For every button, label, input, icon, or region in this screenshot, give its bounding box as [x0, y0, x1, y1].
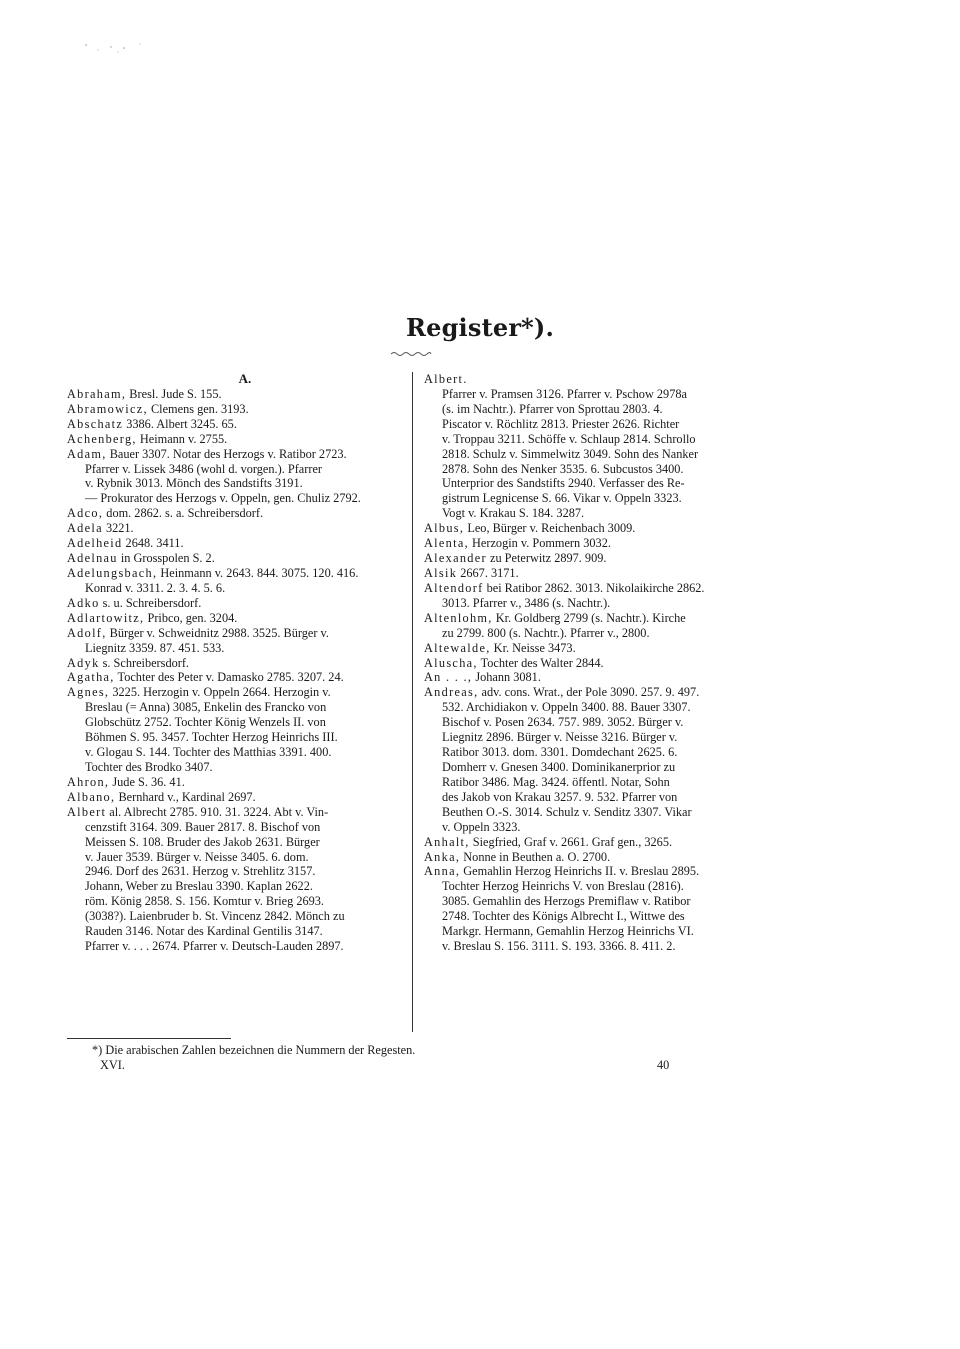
index-entry-line [424, 820, 764, 835]
index-entry-text: Clemens gen. 3193. [147, 401, 249, 416]
index-entry-text: 3013. Pfarrer v., 3486 (s. Nachtr.). [442, 595, 611, 610]
index-entry-line [424, 879, 764, 894]
index-entry-line [424, 700, 764, 715]
index-entry-line [67, 536, 407, 551]
index-column-left [67, 372, 407, 954]
index-entry-text: v. Jauer 3539. Bürger v. Neisse 3405. 6. dom. [85, 849, 309, 864]
index-entry-line [67, 581, 407, 596]
index-entry-headword: Achenberg, [67, 431, 137, 446]
index-entry-line [424, 372, 764, 387]
index-entry-text: 2748. Tochter des Königs Albrecht I., Wittwe des [442, 909, 685, 924]
index-entry-line [424, 596, 764, 611]
index-entry-line [67, 909, 407, 924]
index-entry-line [67, 730, 407, 745]
index-entry-text: Pfarrer v. . . . 2674. Pfarrer v. Deutsch-Lauden 2897. [85, 939, 344, 954]
footnote: *) Die arabischen Zahlen bezeichnen die Nummern der Regesten. [92, 1043, 416, 1057]
index-entry-headword: Altendorf [424, 580, 484, 595]
index-entry-text: Breslau (= Anna) 3085, Enkelin des Francko von [85, 700, 327, 715]
index-entry-headword: Adolf, [67, 625, 107, 640]
index-entry-line [424, 909, 764, 924]
index-entry-headword: Ahron, [67, 774, 110, 789]
index-entry-text: Rauden 3146. Notar des Kardinal Gentilis 3147. [85, 924, 323, 939]
index-entry-line [67, 641, 407, 656]
index-entries-left [67, 387, 407, 954]
index-entry-headword: Adela [67, 521, 103, 536]
index-entry-text: (3038?). Laienbruder b. St. Vincenz 2842. Mönch zu [85, 909, 345, 924]
index-entry-line [67, 805, 407, 820]
index-entry-line [424, 566, 764, 581]
index-entry-line [424, 745, 764, 760]
index-entry-text: Kr. Goldberg 2799 (s. Nachtr.). Kirche [492, 610, 686, 625]
index-entry-text: Beuthen O.-S. 3014. Schulz v. Senditz 3307. Vikar [442, 804, 692, 819]
index-entry-line [67, 402, 407, 417]
index-entry-text: v. Oppeln 3323. [442, 819, 521, 834]
index-entry-line [67, 820, 407, 835]
index-entry-line [67, 924, 407, 939]
index-entry-line [67, 611, 407, 626]
index-entry-text: Liegnitz 2896. Bürger v. Neisse 3216. Bürger v. [442, 730, 678, 745]
index-entry-line [67, 387, 407, 402]
index-entry-text: Böhmen S. 95. 3457. Tochter Herzog Heinrichs III. [85, 730, 338, 745]
index-entry-headword: Altenlohm, [424, 610, 493, 625]
signature-mark: XVI. [100, 1058, 125, 1072]
index-entry-text: Nonne in Beuthen a. O. 2700. [460, 849, 611, 864]
index-entry-line [424, 939, 764, 954]
index-entry-text: 2878. Sohn des Nenker 3535. 6. Subcustos 3400. [442, 461, 684, 476]
index-entry-text: Tochter des Walter 2844. [477, 655, 604, 670]
index-entry-headword: Anka, [424, 849, 461, 864]
index-entry-text: cenzstift 3164. 309. Bauer 2817. 8. Bischof von [85, 819, 321, 834]
index-entry-text: adv. cons. Wrat., der Pole 3090. 257. 9. 497. [478, 685, 700, 700]
index-entry-headword: Albus, [424, 521, 465, 536]
index-entry-line [67, 715, 407, 730]
index-entry-headword: Alexander [424, 551, 487, 566]
index-entry-text: Globschütz 2752. Tochter König Wenzels II. von [85, 715, 326, 730]
index-entry-headword: Abramowicz, [67, 401, 148, 416]
index-entry-line [67, 447, 407, 462]
index-entry-text: gistrum Legnicense S. 66. Vikar v. Oppeln 3323. [442, 491, 682, 506]
index-entry-headword: Adyk [67, 655, 100, 670]
index-entry-text: bei Ratibor 2862. 3013. Nikolaikirche 2862. [483, 580, 705, 595]
index-entry-line [67, 894, 407, 909]
index-entry-line [67, 417, 407, 432]
index-entry-line [67, 656, 407, 671]
index-entry-text: Jude S. 36. 41. [109, 774, 185, 789]
index-entry-line [67, 939, 407, 954]
index-entry-headword: Adam, [67, 446, 107, 461]
index-entry-line [424, 432, 764, 447]
index-entry-text: Gemahlin Herzog Heinrichs II. v. Breslau 2895. [460, 864, 700, 879]
index-entry-line [424, 611, 764, 626]
index-entry-line [424, 835, 764, 850]
index-entry-line [67, 760, 407, 775]
index-entry-line [424, 805, 764, 820]
index-entry-text: Heinmann v. 2643. 844. 3075. 120. 416. [157, 566, 359, 580]
index-entry-headword: Adelnau [67, 551, 118, 566]
index-entry-text: 3085. Gemahlin des Herzogs Premiflaw v. Ratibor [442, 894, 691, 909]
index-entry-line [424, 626, 764, 641]
index-entry-line [424, 387, 764, 402]
index-entry-line [424, 685, 764, 700]
index-entry-line [67, 775, 407, 790]
index-entry-line [67, 506, 407, 521]
index-entry-line [424, 656, 764, 671]
index-entry-text: v. Rybnik 3013. Mönch des Sandstifts 3191. [85, 476, 303, 491]
index-entry-line [424, 850, 764, 865]
index-entry-headword: Alsik [424, 565, 458, 580]
index-entry-text: Vogt v. Krakau S. 184. 3287. [442, 506, 585, 521]
index-entry-headword: Albert [67, 804, 107, 819]
index-entry-headword: Adelheid [67, 536, 123, 551]
index-entry-headword: Abraham, [67, 386, 127, 401]
index-entry-text: 2946. Dorf des 2631. Herzog v. Strehlitz 3157. [85, 864, 316, 879]
index-entry-headword: Altewalde, [424, 640, 491, 655]
index-entry-text: 2667. 3171. [457, 565, 519, 580]
index-entry-text: 2818. Schulz v. Simmelwitz 3049. Sohn des Nanker [442, 446, 699, 461]
index-entry-text: Leo, Bürger v. Reichenbach 3009. [464, 521, 636, 536]
index-entry-text: Johann 3081. [472, 670, 541, 685]
index-entry-line [424, 775, 764, 790]
footnote-rule [67, 1038, 231, 1039]
index-entry-text: Markgr. Hermann, Gemahlin Herzog Heinrichs VI. [442, 924, 694, 939]
index-entry-line [67, 476, 407, 491]
index-entry-line [67, 879, 407, 894]
index-entry-line [67, 432, 407, 447]
index-entry-headword: Albert. [424, 372, 468, 386]
index-entry-line [424, 924, 764, 939]
index-entry-headword: Adelungsbach, [67, 566, 158, 580]
index-entry-text: Johann, Weber zu Breslau 3390. Kaplan 2622. [85, 879, 313, 894]
index-entry-text: Bauer 3307. Notar des Herzogs v. Ratibor 2723. [106, 446, 347, 461]
index-entry-line [67, 566, 407, 581]
index-entry-headword: Agnes, [67, 685, 110, 700]
index-entry-text: Konrad v. 3311. 2. 3. 4. 5. 6. [85, 580, 226, 595]
index-entry-text: — Prokurator des Herzogs v. Oppeln, gen. Chuliz 2792. [85, 491, 361, 506]
index-entry-text: des Jakob von Krakau 3257. 9. 532. Pfarrer von [442, 789, 678, 804]
index-entry-text: s. u. Schreibersdorf. [99, 595, 202, 610]
index-entry-line [424, 491, 764, 506]
index-entry-line [424, 536, 764, 551]
index-entry-text: dom. 2862. s. a. Schreibersdorf. [103, 506, 264, 521]
index-entry-line [424, 506, 764, 521]
index-entry-line [67, 850, 407, 865]
index-entries-right [424, 372, 764, 954]
index-entry-line [424, 417, 764, 432]
index-entry-line [424, 476, 764, 491]
index-entry-headword: Adlartowitz, [67, 610, 145, 625]
title-ornament [390, 351, 432, 357]
index-entry-text: Piscator v. Röchlitz 2813. Priester 2626. Richter [442, 416, 680, 431]
index-entry-text: 3221. [102, 521, 134, 536]
index-column-right [424, 372, 764, 954]
index-entry-headword: Adko [67, 595, 100, 610]
index-entry-line [67, 745, 407, 760]
index-entry-headword: Alenta, [424, 536, 469, 551]
scan-specks [80, 36, 160, 60]
index-entry-line [424, 551, 764, 566]
index-entry-line [424, 462, 764, 477]
index-entry-text: Tochter des Peter v. Damasko 2785. 3207. 24. [114, 670, 344, 685]
index-entry-text: Bischof v. Posen 2634. 757. 989. 3052. Bürger v. [442, 715, 684, 730]
index-entry-headword: Anna, [424, 864, 461, 879]
index-entry-text: 2648. 3411. [122, 536, 184, 551]
index-entry-line [424, 730, 764, 745]
index-entry-text: Tochter Herzog Heinrichs V. von Breslau (2816). [442, 879, 684, 894]
index-entry-headword: Adco, [67, 506, 104, 521]
index-entry-headword: Aluscha, [424, 655, 478, 670]
index-entry-line [67, 596, 407, 611]
index-entry-headword: Andreas, [424, 685, 479, 700]
index-entry-text: Unterprior des Sandstifts 2940. Verfasser des Re- [442, 476, 685, 491]
index-entry-text: v. Troppau 3211. Schöffe v. Schlaup 2814. Schrollo [442, 431, 696, 446]
index-entry-text: Bürger v. Schweidnitz 2988. 3525. Bürger v. [106, 625, 329, 640]
index-entry-text: Meissen S. 108. Bruder des Jakob 2631. Bürger [85, 834, 320, 849]
index-entry-text: röm. König 2858. S. 156. Komtur v. Brieg 2693. [85, 894, 324, 909]
index-entry-text: 3386. Albert 3245. 65. [123, 416, 237, 431]
index-entry-line [424, 581, 764, 596]
column-divider [412, 372, 413, 1032]
index-entry-text: Kr. Neisse 3473. [490, 640, 576, 655]
index-entry-text: Bernhard v., Kardinal 2697. [115, 789, 256, 804]
section-letter: A. [238, 371, 252, 386]
index-entry-line [424, 864, 764, 879]
index-entry-line [67, 685, 407, 700]
index-entry-line [424, 894, 764, 909]
index-entry-text: Ratibor 3486. Mag. 3424. öffentl. Notar, Sohn [442, 774, 670, 789]
index-entry-line [424, 715, 764, 730]
index-entry-line [424, 521, 764, 536]
index-entry-text: Liegnitz 3359. 87. 451. 533. [85, 640, 225, 655]
index-entry-line [67, 790, 407, 805]
index-entry-line [424, 447, 764, 462]
index-entry-text: 3225. Herzogin v. Oppeln 2664. Herzogin v. [109, 685, 331, 700]
index-entry-text: Bresl. Jude S. 155. [126, 386, 222, 401]
index-entry-line [67, 551, 407, 566]
index-entry-headword: Anhalt, [424, 834, 470, 849]
index-entry-text: in Grosspolen S. 2. [117, 551, 215, 566]
index-entry-headword: Albano, [67, 789, 116, 804]
index-entry-text: Domherr v. Gnesen 3400. Dominikanerprior zu [442, 759, 676, 774]
index-entry-line [67, 700, 407, 715]
index-entry-text: Ratibor 3013. dom. 3301. Domdechant 2625. 6. [442, 745, 678, 760]
index-entry-text: al. Albrecht 2785. 910. 31. 3224. Abt v. Vin- [106, 804, 329, 819]
index-entry-line [424, 760, 764, 775]
index-entry-text: Pfarrer v. Lissek 3486 (wohl d. vorgen.). Pfarrer [85, 461, 322, 476]
index-entry-text: Siegfried, Graf v. 2661. Graf gen., 3265. [469, 834, 673, 849]
index-entry-line [67, 521, 407, 536]
index-entry-text: v. Breslau S. 156. 3111. S. 193. 3366. 8. 411. 2. [442, 939, 676, 954]
index-entry-line [67, 462, 407, 477]
index-entry-text: zu 2799. 800 (s. Nachtr.). Pfarrer v., 2800. [442, 625, 650, 640]
index-entry-headword: An . . ., [424, 670, 473, 685]
index-entry-line [424, 641, 764, 656]
index-entry-line [424, 670, 764, 685]
index-entry-headword: Abschatz [67, 416, 124, 431]
index-entry-headword: Agatha, [67, 670, 115, 685]
index-entry-line [67, 864, 407, 879]
index-entry-line [424, 790, 764, 805]
page-number: 40 [657, 1058, 670, 1072]
index-entry-text: Heimann v. 2755. [136, 431, 228, 446]
index-entry-text: (s. im Nachtr.). Pfarrer von Sprottau 2803. 4. [442, 401, 663, 416]
index-entry-line [67, 626, 407, 641]
index-entry-text: 532. Archidiakon v. Oppeln 3400. 88. Bauer 3307. [442, 700, 691, 715]
index-entry-text: Herzogin v. Pommern 3032. [468, 536, 611, 551]
index-entry-line [424, 402, 764, 417]
page-title: Register*). [405, 313, 555, 342]
index-entry-text: Pfarrer v. Pramsen 3126. Pfarrer v. Pschow 2978a [442, 386, 687, 401]
index-entry-line [67, 491, 407, 506]
index-entry-line [67, 670, 407, 685]
index-entry-text: zu Peterwitz 2897. 909. [486, 551, 607, 566]
index-entry-text: Pribco, gen. 3204. [144, 610, 238, 625]
index-entry-text: s. Schreibersdorf. [99, 655, 190, 670]
index-entry-text: Tochter des Brodko 3407. [85, 759, 213, 774]
index-entry-text: v. Glogau S. 144. Tochter des Matthias 3391. 400. [85, 745, 332, 760]
index-entry-line [67, 835, 407, 850]
